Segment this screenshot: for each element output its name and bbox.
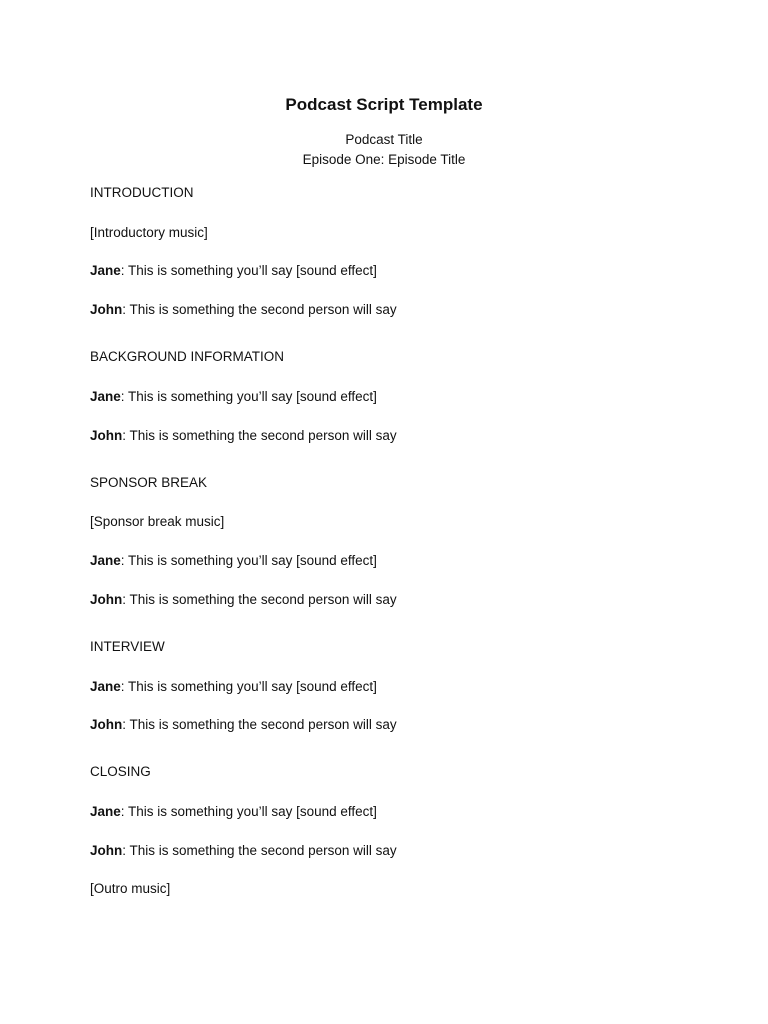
section-heading-sponsor-break: SPONSOR BREAK <box>90 475 208 490</box>
speaker-name: John <box>90 302 123 317</box>
dialogue-line-jane <box>90 262 377 280</box>
dialogue-line-john <box>90 301 397 319</box>
dialogue-line-jane <box>90 388 377 406</box>
dialogue-text: : This is something the second person will say <box>122 717 397 732</box>
speaker-name: Jane <box>90 263 121 278</box>
speaker-name: John <box>90 843 123 858</box>
dialogue-text: : This is something you’ll say [sound effect] <box>120 679 377 694</box>
music-cue-outro: [Outro music] <box>90 881 171 896</box>
music-cue-sponsor: [Sponsor break music] <box>90 514 225 529</box>
dialogue-line-john <box>90 427 397 445</box>
dialogue-text: : This is something you’ll say [sound effect] <box>120 804 377 819</box>
dialogue-text: : This is something the second person will say <box>122 592 397 607</box>
speaker-name: John <box>90 428 123 443</box>
dialogue-line-john <box>90 716 397 734</box>
speaker-name: Jane <box>90 389 121 404</box>
section-heading-background: BACKGROUND INFORMATION <box>90 349 285 364</box>
episode-title: Episode One: Episode Title <box>302 152 466 167</box>
section-heading-closing: CLOSING <box>90 764 151 779</box>
dialogue-line-jane <box>90 678 377 696</box>
podcast-title: Podcast Title <box>345 132 423 147</box>
document-title: Podcast Script Template <box>285 95 483 114</box>
speaker-name: Jane <box>90 553 121 568</box>
music-cue-intro: [Introductory music] <box>90 225 208 240</box>
dialogue-line-john <box>90 842 397 860</box>
dialogue-text: : This is something you’ll say [sound effect] <box>120 553 377 568</box>
dialogue-text: : This is something you’ll say [sound effect] <box>120 389 377 404</box>
dialogue-text: : This is something the second person will say <box>122 428 397 443</box>
speaker-name: John <box>90 592 123 607</box>
speaker-name: Jane <box>90 679 121 694</box>
speaker-name: John <box>90 717 123 732</box>
dialogue-text: : This is something you’ll say [sound effect] <box>120 263 377 278</box>
speaker-name: Jane <box>90 804 121 819</box>
dialogue-line-john <box>90 591 397 609</box>
dialogue-text: : This is something the second person will say <box>122 302 397 317</box>
dialogue-line-jane <box>90 552 377 570</box>
section-heading-introduction: INTRODUCTION <box>90 185 194 200</box>
dialogue-line-jane <box>90 803 377 821</box>
dialogue-text: : This is something the second person will say <box>122 843 397 858</box>
section-heading-interview: INTERVIEW <box>90 639 165 654</box>
